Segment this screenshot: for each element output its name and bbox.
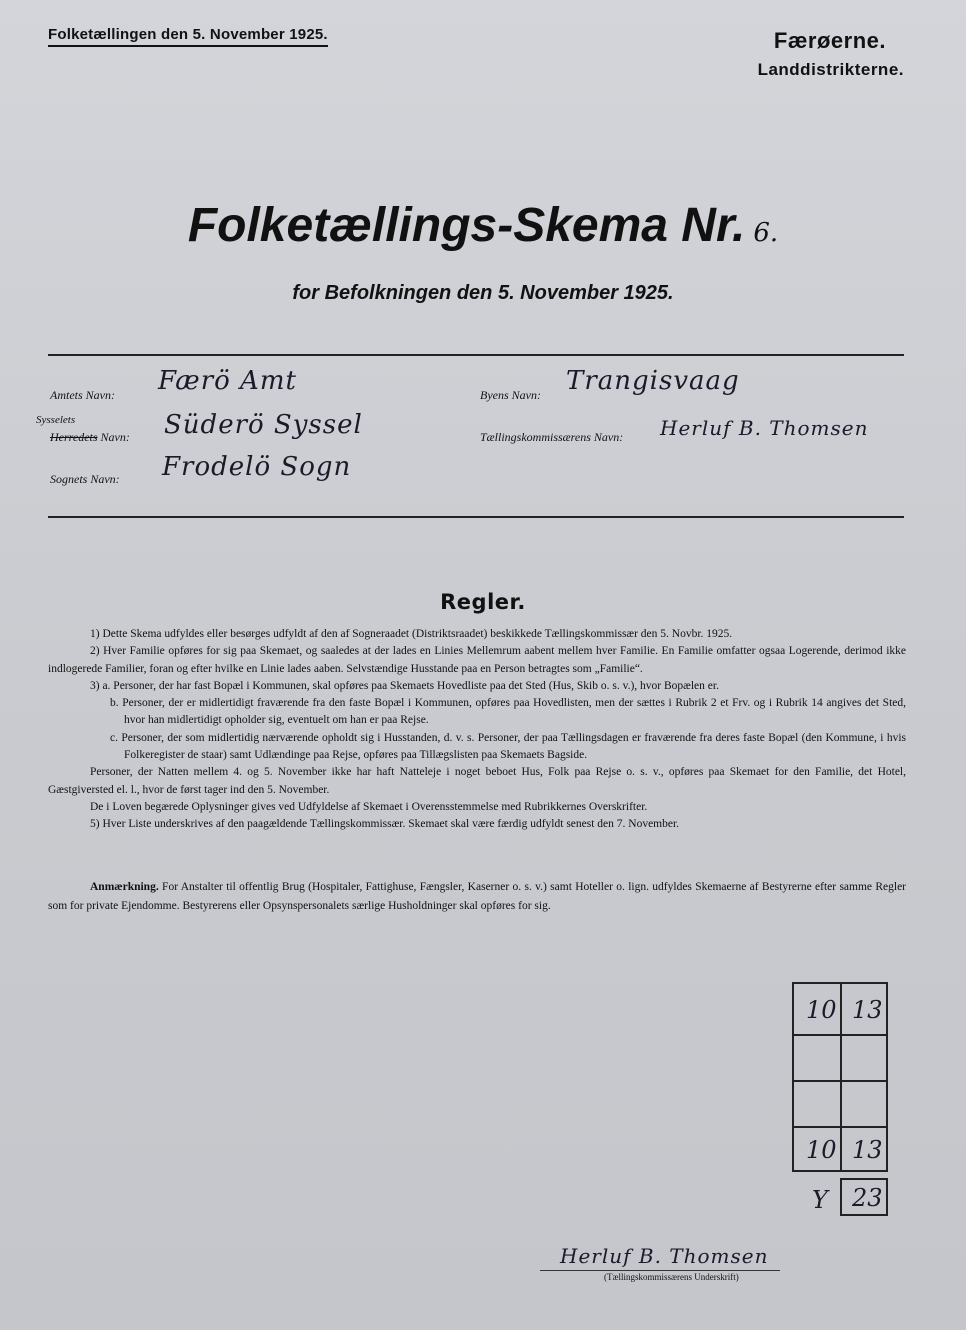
tally-total-right: 23 <box>852 1184 883 1212</box>
kommissaer-value: Herluf B. Thomsen <box>660 416 869 440</box>
tally-r4-c2: 13 <box>852 1136 883 1164</box>
bottom-divider <box>48 516 904 518</box>
by-label: Byens Navn: <box>480 388 541 402</box>
tally-r1-c2: 13 <box>852 996 883 1024</box>
form-title-text: Folketællings-Skema Nr. <box>187 199 746 252</box>
form-subtitle: for Befolkningen den 5. November 1925. <box>292 282 674 304</box>
tally-r4-c1: 10 <box>806 1136 837 1164</box>
form-number: 6. <box>753 218 779 248</box>
tally-row-line <box>794 1126 886 1128</box>
rule-3b: b. Personer, der er midlertidigt fraværende fra den faste Bopæl i Kommunen, opføres paa Hovedlisten, men der sættes i Rubrik 2 et Frv. og i Rubrik 14 angives det Sted, hvor han midlertidigt opholder sig, eventuelt om han er paa Rejse. <box>110 697 906 727</box>
kommissaer-label: Tællingskommissærens Navn: <box>480 430 624 444</box>
sogn-label: Sognets Navn: <box>50 472 120 486</box>
remark-paragraph <box>48 878 906 916</box>
remark-label: Anmærkning. <box>90 881 159 893</box>
signature-caption: (Tællingskommissærens Underskrift) <box>604 1272 739 1282</box>
sogn-value: Frodelö Sogn <box>162 452 352 482</box>
region-subtitle: Landdistrikterne. <box>757 60 904 79</box>
rule-4: De i Loven begærede Oplysninger gives ved Udfyldelse af Skemaet i Overensstemmelse med Rubrikkernes Overskrifter. <box>90 800 648 813</box>
form-title <box>0 198 966 253</box>
tally-divider <box>840 984 842 1170</box>
remark-text: For Anstalter til offentlig Brug (Hospitaler, Fattighuse, Fængsler, Kaserner o. s. v.) samt Hoteller o. lign. udfyldes Skemaerne af Bestyrerne efter samme Regler som for private Ejendomme. Bestyrerens eller Opsynspersonalets særlige Husholdninger skal opføres for sig. <box>48 881 907 912</box>
rule-3d: Personer, der Natten mellem 4. og 5. November ikke har haft Natteleje i noget beboet Hus, Folk paa Rejse o. s. v., opføres paa Skemaet for den Familie, det Hotel, Gæstgiversted el. l., hvor de først tager ind den 5. November. <box>48 766 906 796</box>
rules-heading: Regler. <box>440 590 526 614</box>
rule-2: 2) Hver Familie opføres for sig paa Skemaet, og saaledes at der lades en Linies Mellemrum aabent mellem hver Familie. En Familie omfatter ogsaa Logerende, derimod ikke indlogerede Familier, foran og efter hvilke en Linie lades aaben. Selvstændige Husstande paa en Person betragtes som „Familie“. <box>48 645 906 675</box>
herred-label-suffix: Navn: <box>100 430 130 444</box>
tally-box <box>792 982 888 1172</box>
region-title: Færøerne. <box>773 28 886 53</box>
tally-total-left: Y <box>812 1186 828 1214</box>
rule-5: 5) Hver Liste underskrives af den paagældende Tællingskommissær. Skemaet skal være færdig udfyldt senest den 7. November. <box>90 818 680 831</box>
rule-1: 1) Dette Skema udfyldes eller besørges udfyldt af den af Sogneraadet (Distriktsraadet) beskikkede Tællingskommissær den 5. Novbr. 1925. <box>90 628 733 640</box>
herred-value: Süderö Syssel <box>164 410 363 440</box>
signature: Herluf B. Thomsen <box>560 1244 769 1268</box>
amt-label: Amtets Navn: <box>50 388 115 402</box>
census-date-header: Folketællingen den 5. November 1925. <box>48 26 328 47</box>
sysselets-correction: Sysselets <box>36 414 76 426</box>
tally-total-box <box>840 1178 888 1216</box>
tally-r1-c1: 10 <box>806 996 837 1024</box>
amt-value: Færö Amt <box>158 366 297 396</box>
rules-body <box>48 626 906 834</box>
by-value: Trangisvaag <box>566 366 740 396</box>
herred-label <box>50 430 130 445</box>
signature-line <box>540 1270 780 1271</box>
tally-row-line <box>794 1034 886 1036</box>
herred-label-struck: Herredets <box>50 430 98 444</box>
tally-row-line <box>794 1080 886 1082</box>
rule-3c: c. Personer, der som midlertidig nærværende opholdt sig i Husstanden, d. v. s. Personer, der paa Tællingsdagen er fraværende fra deres faste Bopæl (den Kommune, i hvis Folkeregister de staar) samt Udlændinge paa Rejse, opføres paa Tillægslisten paa Skemaets Bagside. <box>110 731 906 762</box>
top-divider <box>48 354 904 356</box>
rule-3a: 3) a. Personer, der har fast Bopæl i Kommunen, skal opføres paa Skemaets Hovedliste paa det Sted (Hus, Skib o. s. v.), hvor Bopælen er. <box>90 679 719 692</box>
